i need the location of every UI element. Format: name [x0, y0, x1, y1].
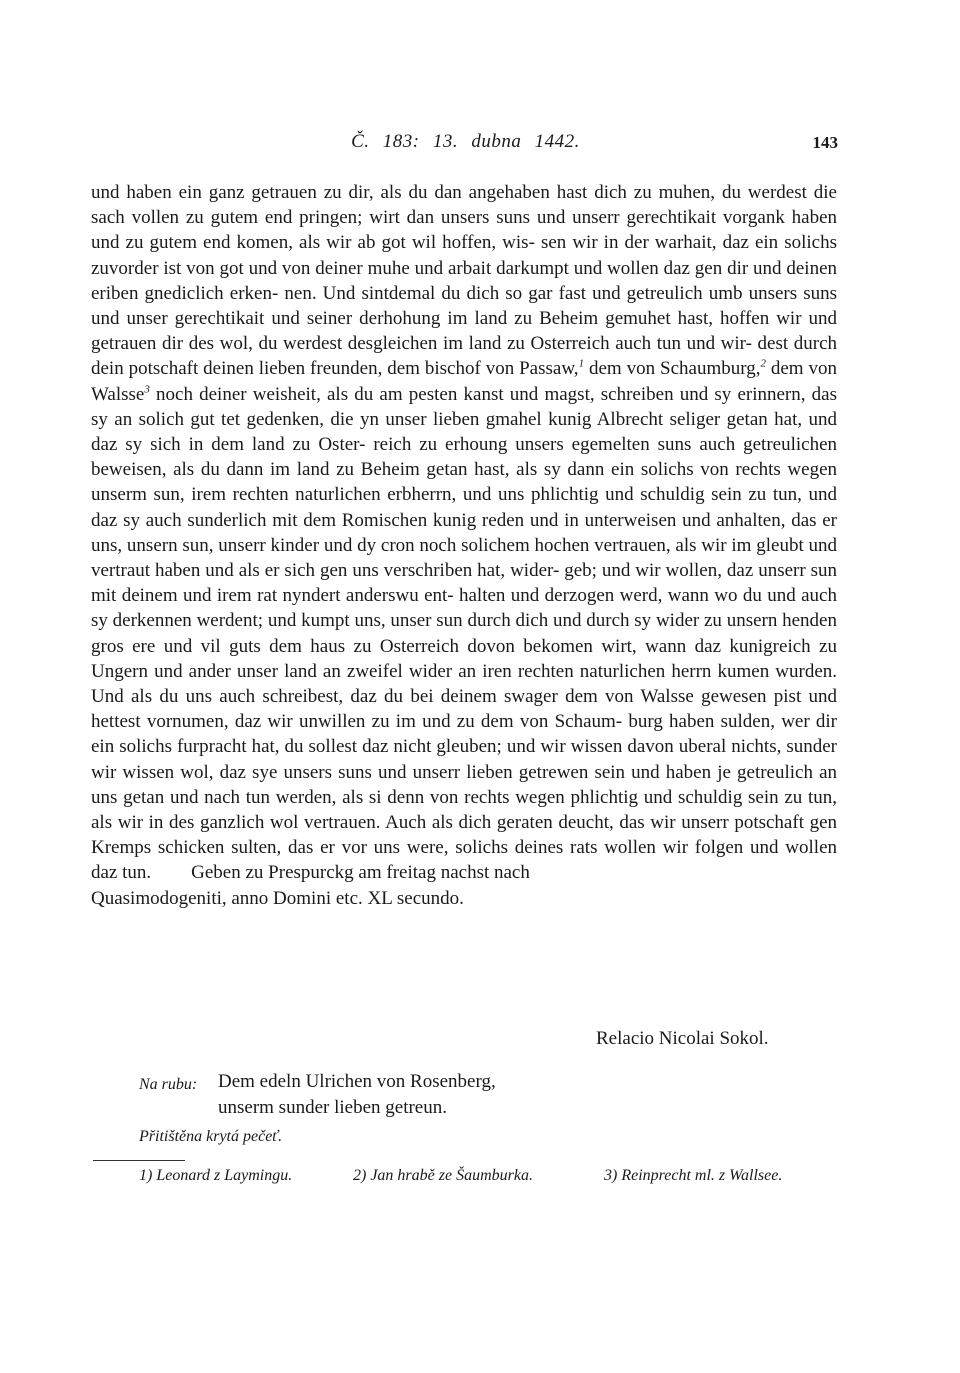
body-line: wurden. Und als du uns auch schreibest, daz du bei deinem swager dem von Walsse — [91, 660, 838, 708]
address-line: Dem edeln Ulrichen von Rosenberg, — [218, 1071, 496, 1092]
address-label: Na rubu: — [139, 1076, 198, 1093]
body-line: uns, unser sun durch dich und durch sy wider zu unsern henden gros ere und vil — [91, 610, 837, 657]
body-line: dem von Walsse — [91, 358, 837, 405]
body-line: land zu Beheim getan hast, als sy dann ein solichs von rechts wegen unserm sun, irem — [91, 459, 837, 506]
address-block — [139, 1069, 496, 1121]
body-line: und unserr lieben getrewen sein und haben je getreulich an uns getan und nach — [91, 761, 838, 808]
body-line: Schaumburg, — [660, 358, 761, 380]
body-line: burg haben sulden, wer dir ein solichs furpracht hat, du sollest daz nicht gleuben; — [91, 711, 838, 758]
footnote-ref-2: 2 — [760, 358, 766, 371]
running-head — [93, 131, 838, 159]
body-line: rechten naturlichen erbherrn, und uns phlichtig und schuldig sein zu tun, und daz sy — [91, 484, 837, 531]
body-paragraph — [91, 180, 837, 886]
footnote-1: 1) Leonard z Laymingu. — [139, 1167, 293, 1184]
address-lines — [218, 1069, 496, 1121]
body-line: gewesen pist und hettest vornumen, daz wir unwillen zu im und zu dem von Schaum- — [91, 686, 837, 733]
address-line: unserm sunder lieben getreun. — [218, 1097, 447, 1118]
body-line: guts dem haus zu Osterreich dovon bekomen wirt, wann daz kunigreich zu Ungern — [91, 635, 837, 682]
body-line: auch sunderlich mit dem Romischen kunig reden und in unterweisen und anhalten, — [145, 509, 786, 531]
body-line: sen wir in der warhait, daz ein solichs zuvorder ist von got und von deiner muhe — [91, 232, 838, 279]
body-line: reich zu erhoung unsers egemelten suns auch getreulichen beweisen, als du dann im — [91, 434, 837, 481]
body-line: und ander unser land an zweifel wider an iren rechten naturlichen herrn kumen — [154, 660, 770, 682]
body-line: du werdest die sach vollen zu gutem end pringen; wirt dan unsers suns und unserr — [91, 182, 837, 229]
body-line: als wir im gleubt und vertraut haben und als er sich gen uns verschriben hat, wider- — [91, 534, 838, 582]
body-line: halten und derzogen werd, wann wo du und auch sy derkennen werdent; und kumpt — [91, 585, 837, 632]
body-line: noch deiner weisheit, als du am pesten kanst und — [149, 383, 539, 405]
footnote-ref-1: 1 — [578, 358, 585, 371]
body-line: und wir wissen davon uberal nichts, sunder wir wissen wol, daz sye unsers suns — [91, 736, 838, 783]
body-line: gerechtikait und seiner derhohung im land zu Beheim gemuhet hast, hoffen wir und — [174, 308, 838, 330]
body-line: geb; und wir wollen, daz unserr sun mit deinem und irem rat nyndert anderswu ent- — [91, 560, 838, 607]
footnote-ref-3: 3 — [144, 383, 150, 396]
body-line: wir in des ganzlich wol vertrauen. Auch als dich geraten deucht, das wir unserr — [117, 812, 729, 834]
body-line: gerechtikait vorgank haben und zu gutem end komen, als wir ab got wil hoffen, wis- — [91, 207, 838, 254]
seal-note: Přitištěna krytá pečeť. — [139, 1128, 283, 1145]
body-line: tun werden, als si denn von rechts wegen phlichtig und schuldig sein zu tun, als — [91, 786, 838, 834]
body-last-line: Quasimodogeniti, anno Domini etc. XL secundo. — [91, 887, 464, 909]
body-line: nen. Und sintdemal du dich so gar fast und getreulich umb unsers suns und unser — [91, 282, 837, 330]
body-line: dem von — [584, 358, 656, 380]
body-line: das er uns, unsern sun, unserr kinder und dy cron noch solichem hochen vertrauen, — [91, 509, 838, 556]
relacio-note: Relacio Nicolai Sokol. — [596, 1028, 769, 1049]
letter-body — [91, 180, 837, 911]
body-line: Geben zu Prespurckg am freitag nachst nach — [191, 862, 530, 884]
body-line: dest durch dein potschaft deinen lieben freunden, dem bischof von Passaw, — [91, 333, 838, 380]
footnote-2: 2) Jan hrabě ze Šaumburka. — [353, 1167, 533, 1184]
body-line: lieben gmahel kunig Albrecht seliger getan hat, und daz sy sich in dem land zu Oster- — [91, 408, 838, 456]
body-line: potschaft gen Kremps schicken sulten, das er vor uns were, solichs deines rats wollen — [91, 812, 838, 859]
body-line: magst, schreiben und sy erinnern, das sy an solich gut tet gedenken, die yn unser — [91, 383, 838, 430]
body-line: und haben ein ganz getrauen zu dir, als du dan angehaben hast dich zu muhen, — [91, 182, 716, 203]
running-title: Č. 183: 13. dubna 1442. — [351, 131, 580, 152]
footnote-3: 3) Reinprecht ml. z Wallsee. — [604, 1167, 783, 1184]
body-line: und arbait darkumpt und wollen daz gen dir und deinen eriben gnediclich erken- — [91, 257, 837, 304]
body-line: getrauen dir des wol, du werdest desgleichen im land zu Osterreich auch tun und wir- — [91, 333, 752, 355]
body-line: wir folgen und wollen daz tun. — [91, 837, 838, 884]
page-number: 143 — [812, 133, 838, 152]
footnote-divider — [93, 1160, 185, 1161]
